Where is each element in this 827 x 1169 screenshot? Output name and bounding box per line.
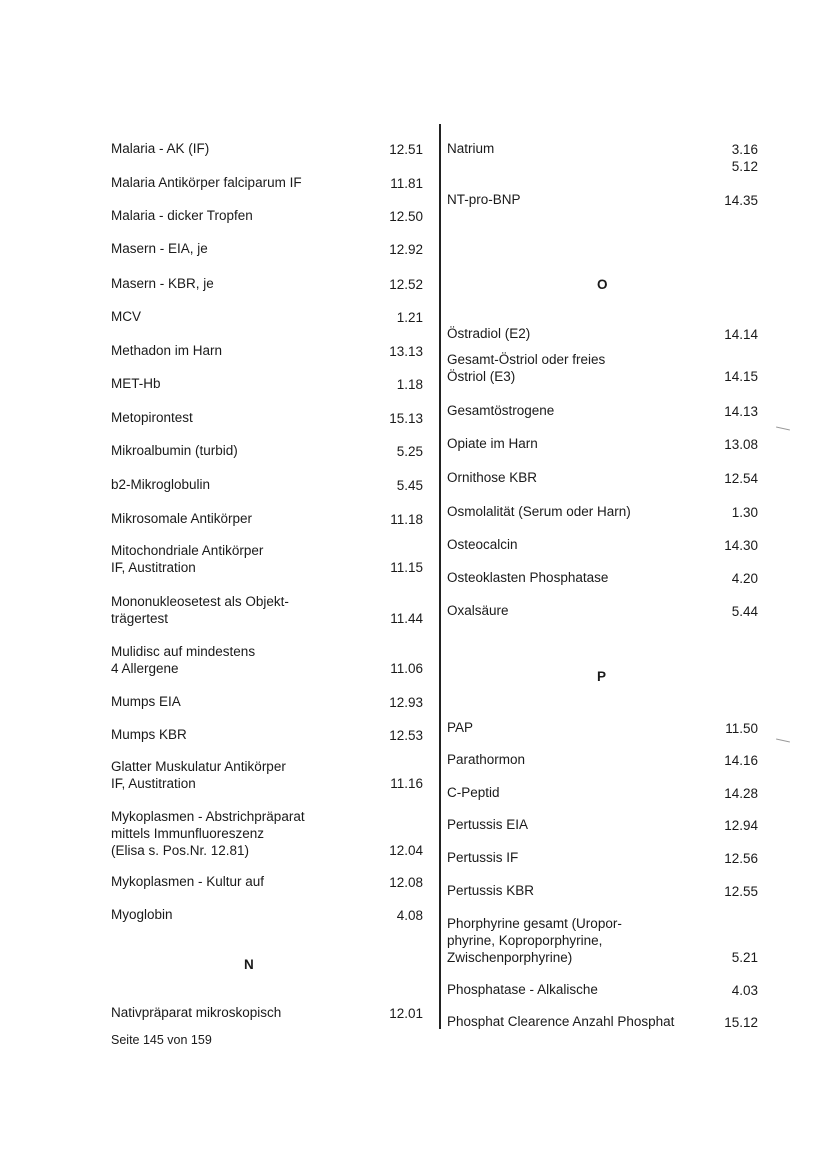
entry-code: 14.14 [724, 327, 758, 342]
entry-code: 12.08 [389, 875, 423, 890]
section-letter: P [597, 669, 607, 684]
scan-mark [776, 427, 790, 431]
entry-name: Phosphatase - Alkalische [447, 982, 598, 997]
entry-code: 11.18 [390, 512, 423, 527]
entry-name: Mikroalbumin (turbid) [111, 443, 238, 458]
entry-code: 14.13 [724, 404, 758, 419]
entry-name: Mikrosomale Antikörper [111, 511, 253, 526]
entry-name: Mulidisc auf mindestens 4 Allergene [111, 644, 256, 676]
entry-name: Osteoklasten Phosphatase [447, 570, 609, 585]
entry-name: Malaria - AK (IF) [111, 141, 210, 156]
entry-name: Parathormon [447, 752, 526, 767]
entry-name: Mykoplasmen - Kultur auf [111, 874, 265, 889]
entry-name: Ornithose KBR [447, 470, 538, 485]
entry-code: 15.12 [724, 1015, 758, 1030]
entry-name: C-Peptid [447, 785, 500, 800]
scan-mark [776, 739, 790, 743]
entry-code: 12.93 [389, 695, 423, 710]
entry-name: Methadon im Harn [111, 343, 223, 358]
entry-name: Natrium [447, 141, 495, 156]
entry-code: 4.08 [396, 908, 423, 923]
entry-code: 11.16 [390, 776, 423, 791]
entry-code: 14.28 [724, 786, 758, 801]
entry-name: b2-Mikroglobulin [111, 477, 211, 492]
entry-code: 14.30 [724, 538, 758, 553]
entry-name: MCV [111, 309, 141, 324]
entry-code: 5.45 [396, 478, 423, 493]
entry-name: Phorphyrine gesamt (Uropor- phyrine, Koproporphyrine, Zwischenporphyrine) [447, 916, 622, 965]
entry-code: 11.44 [390, 611, 423, 626]
entry-code: 1.18 [396, 377, 423, 392]
entry-name: Mononukleosetest als Objekt- trägertest [111, 594, 289, 626]
entry-code: 11.81 [390, 176, 423, 191]
entry-code: 13.08 [724, 437, 758, 452]
entry-code: 12.56 [724, 851, 758, 866]
entry-code: 12.50 [389, 209, 423, 224]
entry-code: 12.92 [389, 242, 423, 257]
page-footer: Seite 145 von 159 [111, 1033, 212, 1047]
entry-code: 5.21 [731, 950, 758, 965]
entry-code: 11.15 [390, 560, 423, 575]
entry-code: 3.16 5.12 [731, 142, 758, 174]
entry-name: Masern - EIA, je [111, 241, 208, 256]
entry-name: Malaria Antikörper falciparum IF [111, 175, 302, 190]
entry-name: Opiate im Harn [447, 436, 538, 451]
entry-code: 12.94 [724, 818, 758, 833]
entry-name: Östradiol (E2) [447, 326, 531, 341]
entry-code: 12.55 [724, 884, 758, 899]
entry-name: PAP [447, 720, 474, 735]
section-letter: N [244, 957, 254, 972]
entry-code: 5.44 [731, 604, 758, 619]
entry-name: MET-Hb [111, 376, 161, 391]
entry-name: Phosphat Clearence Anzahl Phosphat [447, 1014, 675, 1029]
entry-code: 4.03 [731, 983, 758, 998]
entry-code: 12.01 [389, 1006, 423, 1021]
entry-code: 11.06 [390, 661, 423, 676]
section-letter: O [597, 277, 608, 292]
column-divider [439, 124, 441, 1029]
entry-name: Mykoplasmen - Abstrichpräparat mittels Immunfluoreszenz (Elisa s. Pos.Nr. 12.81) [111, 809, 305, 858]
entry-code: 11.50 [725, 721, 758, 736]
entry-code: 15.13 [389, 411, 423, 426]
entry-name: Myoglobin [111, 907, 173, 922]
entry-code: 14.15 [724, 369, 758, 384]
entry-code: 1.30 [731, 505, 758, 520]
entry-code: 12.52 [389, 277, 423, 292]
entry-name: NT-pro-BNP [447, 192, 521, 207]
entry-code: 12.04 [389, 843, 423, 858]
entry-name: Osmolalität (Serum oder Harn) [447, 504, 631, 519]
entry-name: Mitochondriale Antikörper IF, Austitration [111, 543, 264, 575]
entry-code: 14.35 [724, 193, 758, 208]
entry-code: 14.16 [724, 753, 758, 768]
entry-code: 12.54 [724, 471, 758, 486]
entry-code: 12.51 [389, 142, 423, 157]
entry-name: Nativpräparat mikroskopisch [111, 1005, 282, 1020]
entry-name: Mumps EIA [111, 694, 181, 709]
entry-name: Gesamtöstrogene [447, 403, 555, 418]
entry-code: 1.21 [396, 310, 423, 325]
entry-name: Metopirontest [111, 410, 193, 425]
entry-code: 13.13 [389, 344, 423, 359]
entry-name: Gesamt-Östriol oder freies Östriol (E3) [447, 352, 606, 384]
entry-name: Oxalsäure [447, 603, 509, 618]
entry-name: Osteocalcin [447, 537, 518, 552]
entry-name: Mumps KBR [111, 727, 187, 742]
entry-name: Malaria - dicker Tropfen [111, 208, 253, 223]
entry-name: Glatter Muskulatur Antikörper IF, Austitration [111, 759, 286, 791]
entry-name: Pertussis IF [447, 850, 519, 865]
entry-code: 12.53 [389, 728, 423, 743]
entry-name: Masern - KBR, je [111, 276, 214, 291]
entry-name: Pertussis KBR [447, 883, 535, 898]
entry-code: 4.20 [731, 571, 758, 586]
entry-name: Pertussis EIA [447, 817, 529, 832]
entry-code: 5.25 [396, 444, 423, 459]
